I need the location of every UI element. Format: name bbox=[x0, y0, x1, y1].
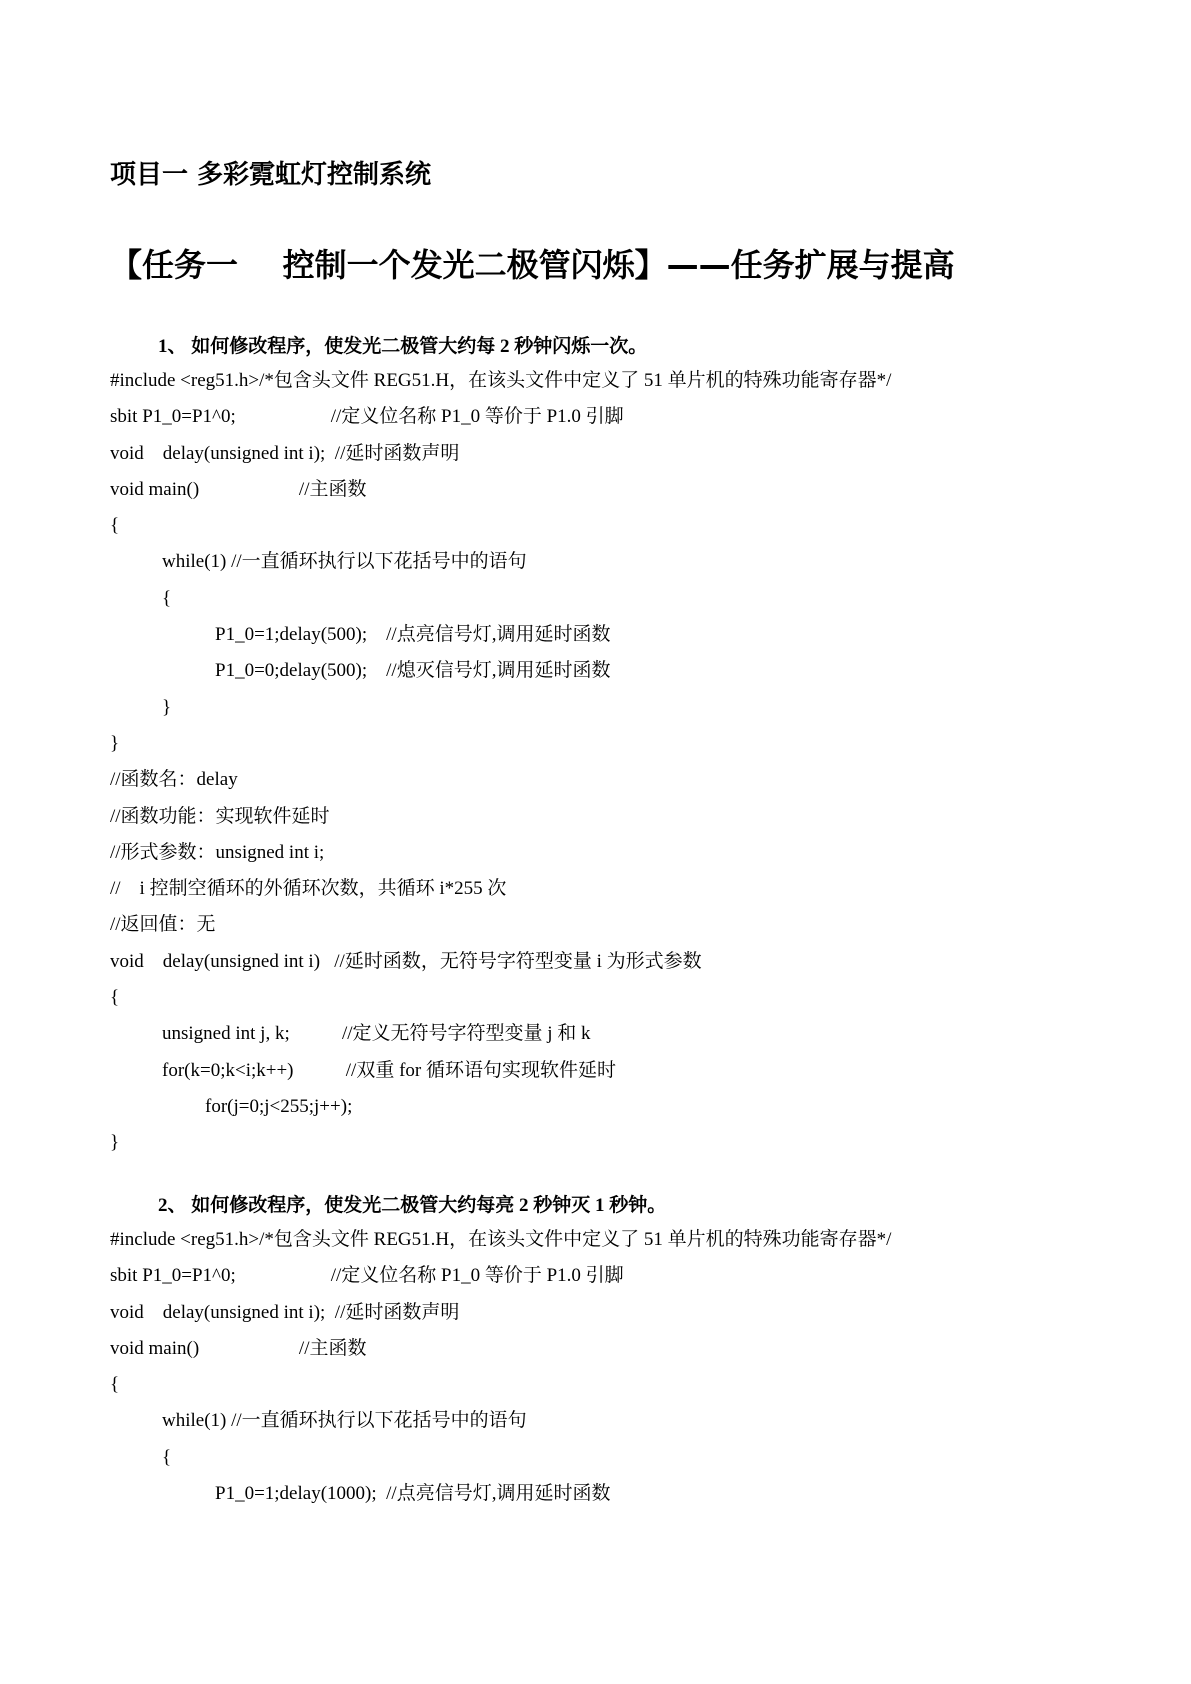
code-line: { bbox=[110, 987, 120, 1009]
code-line: //函数名：delay bbox=[110, 769, 238, 791]
project-title: 项目一 多彩霓虹灯控制系统 bbox=[110, 160, 432, 190]
code-line: //返回值：无 bbox=[110, 914, 216, 936]
code-line: { bbox=[110, 1374, 120, 1396]
code-line: void delay(unsigned int i) //延时函数，无符号字符型变量 i 为形式参数 bbox=[110, 950, 702, 972]
task-title: 【任务一 控制一个发光二极管闪烁】——任务扩展与提高 bbox=[110, 246, 955, 284]
section-2-code bbox=[110, 1222, 1130, 1512]
code-line: } bbox=[110, 732, 120, 754]
code-line: sbit P1_0=P1^0; //定义位名称 P1_0 等价于 P1.0 引脚 bbox=[110, 406, 624, 428]
code-line: //形式参数：unsigned int i; bbox=[110, 841, 325, 863]
code-line: for(k=0;k<i;k++) //双重 for 循环语句实现软件延时 bbox=[162, 1059, 616, 1081]
section-1-code bbox=[110, 363, 1130, 1162]
code-line: } bbox=[110, 1132, 120, 1154]
code-line: //函数功能：实现软件延时 bbox=[110, 805, 330, 827]
code-line: } bbox=[162, 696, 172, 718]
code-line: #include <reg51.h>/*包含头文件 REG51.H，在该头文件中定义了 51 单片机的特殊功能寄存器*/ bbox=[110, 370, 892, 391]
code-line: while(1) //一直循环执行以下花括号中的语句 bbox=[162, 551, 527, 573]
code-line: sbit P1_0=P1^0; //定义位名称 P1_0 等价于 P1.0 引脚 bbox=[110, 1265, 624, 1287]
code-line: // i 控制空循环的外循环次数，共循环 i*255 次 bbox=[110, 878, 507, 900]
code-line: for(j=0;j<255;j++); bbox=[205, 1095, 353, 1117]
code-line: void delay(unsigned int i); //延时函数声明 bbox=[110, 1301, 460, 1323]
code-line: P1_0=1;delay(1000); //点亮信号灯,调用延时函数 bbox=[215, 1483, 611, 1505]
code-line: void delay(unsigned int i); //延时函数声明 bbox=[110, 442, 460, 464]
section-2-heading: 2、 如何修改程序，使发光二极管大约每亮 2 秒钟灭 1 秒钟。 bbox=[158, 1195, 667, 1216]
code-line: unsigned int j, k; //定义无符号字符型变量 j 和 k bbox=[162, 1023, 591, 1045]
code-line: { bbox=[162, 1446, 172, 1468]
code-line: { bbox=[162, 587, 172, 609]
code-line: while(1) //一直循环执行以下花括号中的语句 bbox=[162, 1410, 527, 1432]
code-line: void main() //主函数 bbox=[110, 478, 367, 500]
code-line: P1_0=1;delay(500); //点亮信号灯,调用延时函数 bbox=[215, 624, 611, 646]
code-line: { bbox=[110, 515, 120, 537]
section-1-heading: 1、 如何修改程序，使发光二极管大约每 2 秒钟闪烁一次。 bbox=[158, 336, 648, 357]
code-line: #include <reg51.h>/*包含头文件 REG51.H，在该头文件中定义了 51 单片机的特殊功能寄存器*/ bbox=[110, 1229, 892, 1250]
code-line: P1_0=0;delay(500); //熄灭信号灯,调用延时函数 bbox=[215, 660, 611, 682]
code-line: void main() //主函数 bbox=[110, 1337, 367, 1359]
